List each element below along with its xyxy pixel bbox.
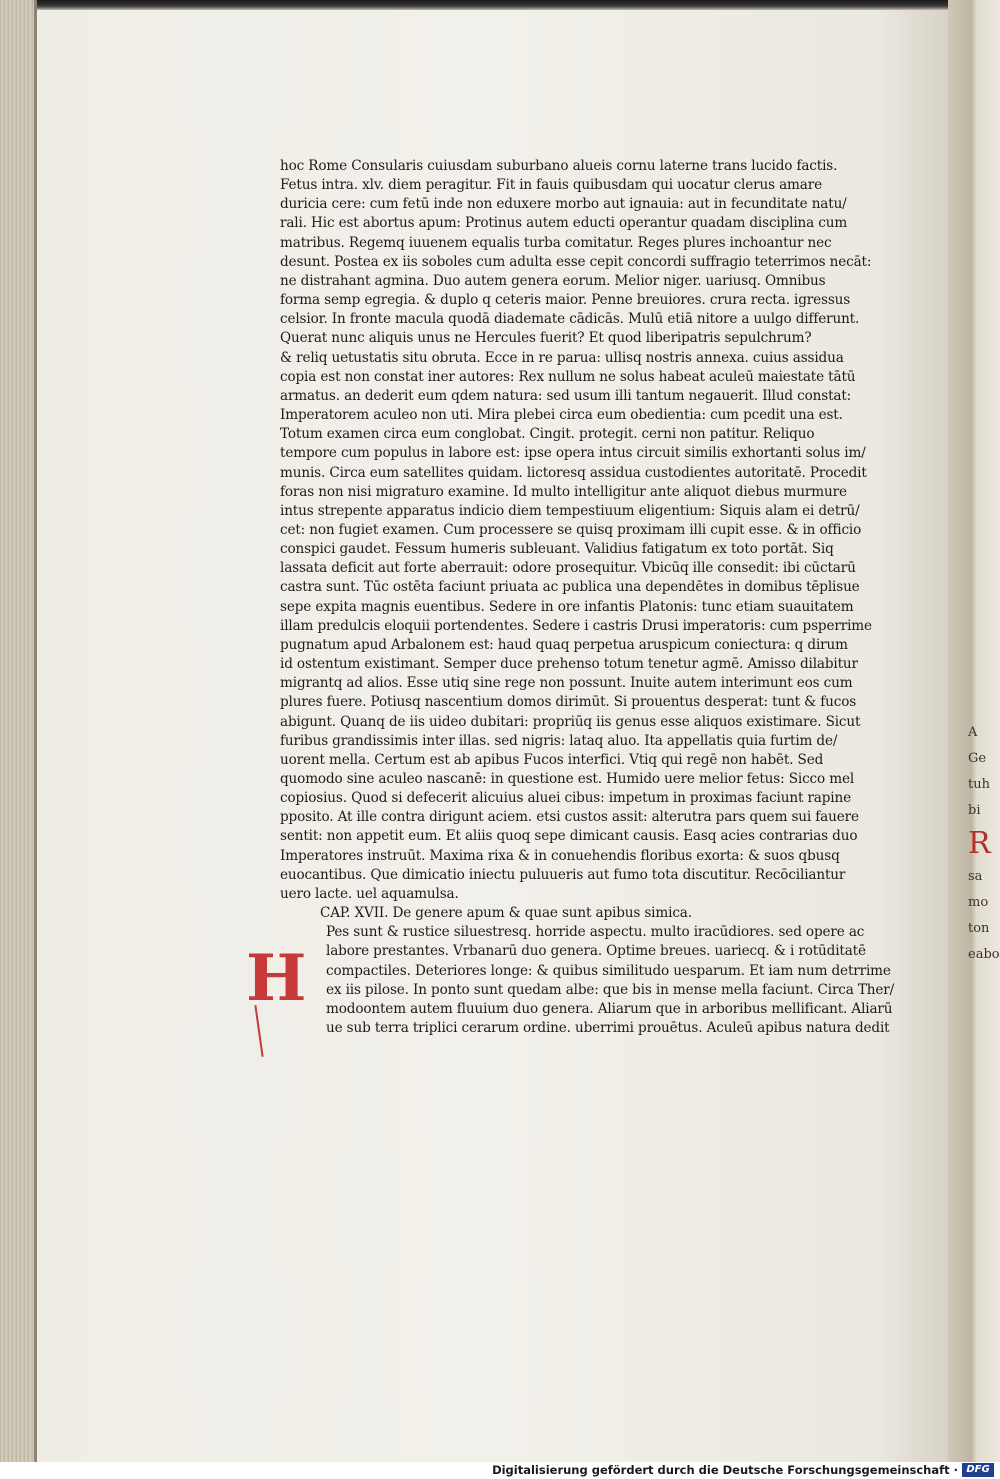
text-line: Totum examen circa eum conglobat. Cingit. protegit. cerni non patitur. Reliquo [280,426,815,443]
facing-line: mo [968,895,989,910]
facing-rubric-initial: R [968,826,991,861]
text-line: euocantibus. Que dimicatio iniectu puluueris aut fumo tota discutitur. Recōciliantur [280,866,846,883]
text-line: foras non nisi migraturo examine. Id multo intelligitur ante aliquot diebus murmure [280,483,847,500]
text-line: pugnatum apud Arbalonem est: haud quaq perpetua aruspicum coniectura: q dirum [280,636,848,653]
chapter-text-line: ue sub terra triplici cerarum ordine. uberrimi prouētus. Aculeū apibus natura dedit [326,1020,890,1037]
text-line: Querat nunc aliquis unus ne Hercules fuerit? Et quod liberipatris sepulchrum? [280,330,812,347]
chapter-text-line: modoontem autem fluuium duo genera. Aliarum que in arboribus mellificant. Aliarū [326,1000,893,1017]
text-line: uero lacte. uel aquamulsa. [280,885,459,902]
page-stack-edge [0,0,34,1462]
text-line: rali. Hic est abortus apum: Protinus autem educti operantur quadam disciplina cum [280,215,848,232]
main-text-block [280,157,902,1038]
text-line: copia est non constat iner autores: Rex nullum ne solus habeat aculeū maiestate tātū [280,368,856,385]
text-line: hoc Rome Consularis cuiusdam suburbano alueis cornu laterne trans lucido factis. [280,158,838,174]
facing-line: ton [968,921,990,936]
facing-line: eabo [968,947,1000,962]
text-line: forma semp egregia. & duplo q ceteris maior. Penne breuiores. crura recta. igressus [280,292,851,309]
facing-page-fragment [968,720,1000,1040]
text-line: sentit: non appetit eum. Et aliis quoq sepe dimicant causis. Easq acies contrarias duo [280,828,858,845]
dfg-logo: DFG [962,1463,994,1477]
text-line: ne distrahant agmina. Duo autem genera eorum. Melior niger. uariusq. Omnibus [280,272,826,289]
text-line: armatus. an dederit eum qdem natura: sed usum illi tantum negauerit. Illud constat: [280,387,852,404]
chapter-text-line: Pes sunt & rustice siluestresq. horride aspectu. multo iracūdiores. sed opere ac [326,924,865,941]
text-line: uorent mella. Certum est ab apibus Fucos interfici. Vtiq qui regē non habēt. Sed [280,751,824,768]
text-line: plures fuere. Potiusq nascentium domos dirimūt. Si prouentus desperat: tunt & fucos [280,694,857,711]
facing-line: bi [968,803,981,818]
facing-line: A [968,725,978,740]
chapter-text-line: ex iis pilose. In ponto sunt quedam albe: que bis in mense mella faciunt. Circa Ther/ [326,981,895,998]
facing-line: Ge [968,751,987,766]
text-line: illam predulcis eloquii portendentes. Sedere i castris Drusi imperatoris: cum psperrime [280,617,872,634]
facing-line: tuh [968,777,990,792]
text-line: conspici gaudet. Fessum humeris subleuant. Validius fatigatum ex toto portāt. Siq [280,541,834,558]
text-line: tempore cum populus in labore est: ipse opera intus circuit similis exhortanti solus im/ [280,445,866,462]
initial-letter: H [246,941,307,1016]
text-line: id ostentum existimant. Semper duce prehenso totum tenetur agmē. Amisso dilabitur [280,656,858,673]
text-line: castra sunt. Tūc ostēta faciunt priuata ac publica una dependētes in domibus tēplisue [280,579,860,596]
text-line: desunt. Postea ex iis soboles cum adulta esse cepit concordi suffragio teterrimos necāt: [280,253,872,270]
text-line: abigunt. Quanq de iis uideo dubitari: propriūq iis genus esse aliquos existimare. Sicut [280,713,861,730]
text-line: Imperatorem aculeo non uti. Mira plebei circa eum obedientia: cum pcedit una est. [280,407,843,424]
text-line: matribus. Regemq iuuenem equalis turba comitatur. Reges plures inchoantur nec [280,234,832,251]
text-line: quomodo sine aculeo nascanē: in questione est. Humido uere melior fetus: Sicco mel [280,771,855,787]
text-line: cet: non fugiet examen. Cum processere se quisq proximam illi cupit esse. & in officio [280,521,862,538]
text-line: sepe expita magnis euentibus. Sedere in ore infantis Platonis: tunc etiam suauitatem [280,598,854,615]
chapter-heading: CAP. XVII. De genere apum & quae sunt apibus simica. [320,905,692,922]
text-line: intus strepente apparatus indicio diem tempestiuum eligentium: Siquis alam ei detrū/ [280,502,860,519]
text-line: & reliq uetustatis situ obruta. Ecce in re parua: ullisq nostris annexa. cuius assidua [280,349,844,366]
text-line: Fetus intra. xlv. diem peragitur. Fit in fauis quibusdam qui uocatur clerus amare [280,177,822,194]
scan-top-edge [0,0,1000,10]
rubricated-initial [246,941,307,1057]
facing-line: sa [968,869,983,884]
text-line: migrantq ad alios. Esse utiq sine rege non possunt. Inuite autem interimunt eos cum [280,675,853,692]
chapter-text-line: compactiles. Deteriores longe: & quibus similitudo uesparum. Et iam num detrrime [326,962,891,979]
text-line: celsior. In fronte macula quodā diademate cādicās. Mulū etiā nitore a uulgo differunt. [280,311,860,328]
text-line: pposito. At ille contra dirigunt aciem. etsi custos assit: alterutra pars quem sui fauere [280,809,859,826]
text-line: munis. Circa eum satellites quidam. lictoresq assidua custodientes autoritatē. Procedit [280,464,867,481]
text-line: furibus grandissimis inter illas. sed nigris: lataq aluo. Ita appellatis quia furtim de/ [280,732,838,749]
chapter-text-line: labore prestantes. Vrbanarū duo genera. Optime breues. uariecq. & i rotūditatē [326,943,866,960]
funding-credit: Digitalisierung gefördert durch die Deutsche Forschungsgemeinschaft · [492,1463,958,1477]
text-line: duricia cere: cum fetū inde non eduxere morbo aut ignauia: aut in fecunditate natu/ [280,196,847,213]
text-line: Imperatores instruūt. Maxima rixa & in conuehendis floribus exorta: & suos qbusq [280,847,840,864]
text-line: lassata deficit aut forte aberrauit: odore prosequitur. Vbicūq ille consedit: ibi cūctarū [280,560,856,577]
text-line: copiosius. Quod si defecerit alicuius aluei cibus: impetum in proximas faciunt rapine [280,790,851,807]
digitization-footer [0,1462,1000,1479]
